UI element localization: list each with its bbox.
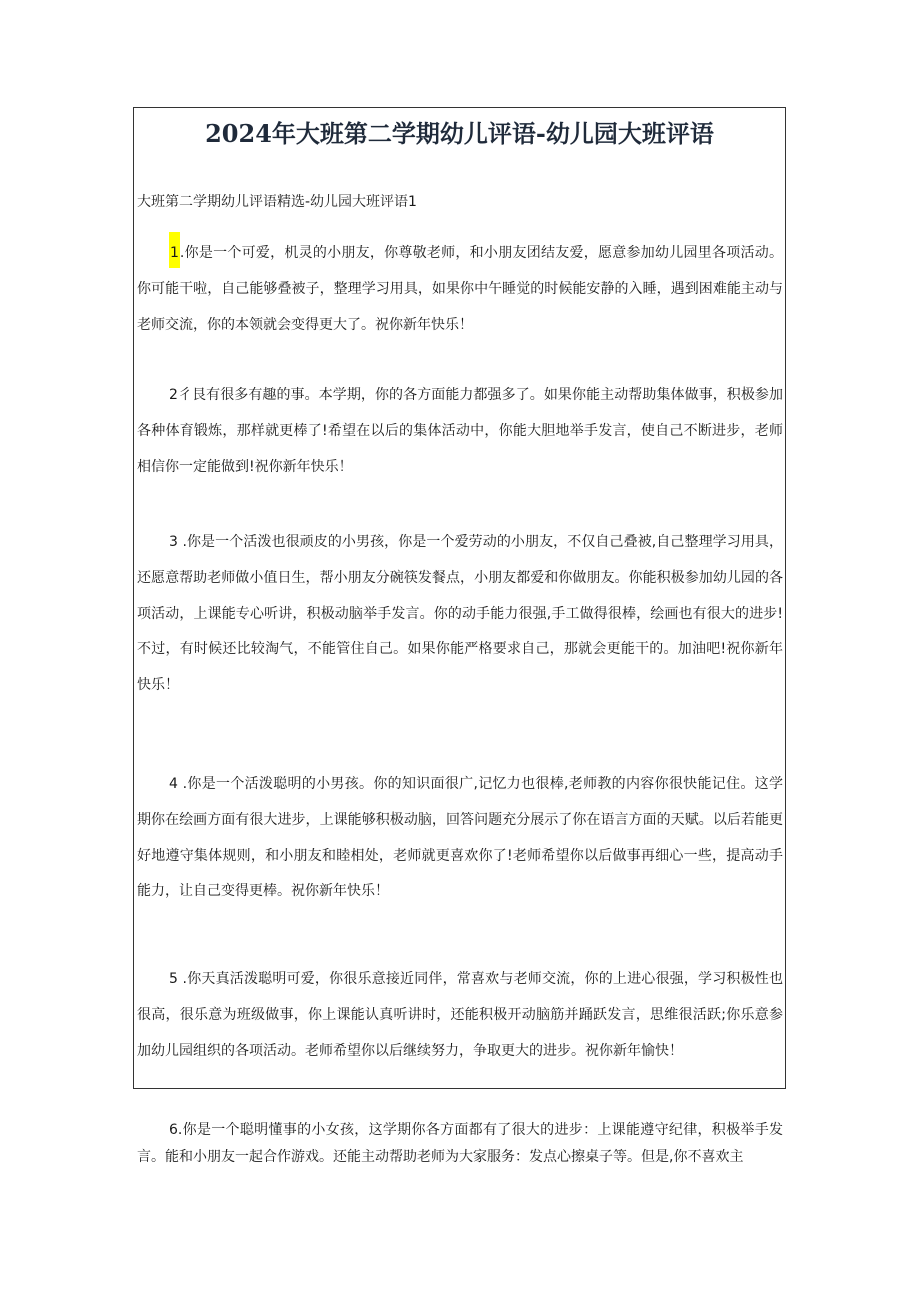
paragraph-3: 3 .你是一个活泼也很顽皮的小男孩，你是一个爱劳动的小朋友，不仅自己叠被,自己整理学习用具，还愿意帮助老师做小值日生，帮小朋友分碗筷发餐点，小朋友都爱和你做朋友。你能积极参加幼儿园的各项活动，上课能专心听讲，积极动脑举手发言。你的动手能力很强,手工做得很棒，绘画也有很大的进步!不过，有时候还比较淘气，不能管住自己。如果你能严格要求自己，那就会更能干的。加油吧!祝你新年快乐！ xyxy=(137,534,783,694)
paragraph-1 xyxy=(137,232,783,343)
paragraph-6: 6.你是一个聪明懂事的小女孩，这学期你各方面都有了很大的进步：上课能遵守纪律，积极举手发言。能和小朋友一起合作游戏。还能主动帮助老师为大家服务：发点心擦桌子等。但是,你不喜欢主 xyxy=(137,1122,783,1165)
highlight-marker: 1 xyxy=(169,232,180,268)
paragraph-5: 5 .你天真活泼聪明可爱，你很乐意接近同伴，常喜欢与老师交流，你的上进心很强，学习积极性也很高，很乐意为班级做事，你上课能认真听讲时，还能积极开动脑筋并踊跃发言，思维很活跃;你乐意参加幼儿园组织的各项活动。老师希望你以后继续努力，争取更大的进步。祝你新年愉快！ xyxy=(137,971,783,1059)
paragraph-4: 4 .你是一个活泼聪明的小男孩。你的知识面很广,记忆力也很棒,老师教的内容你很快能记住。这学期你在绘画方面有很大进步，上课能够积极动脑，回答问题充分展示了你在语言方面的天赋。以后若能更好地遵守集体规则，和小朋友和睦相处，老师就更喜欢你了!老师希望你以后做事再细心一些，提高动手能力，让自己变得更棒。祝你新年快乐！ xyxy=(137,776,783,900)
paragraph-2: 2彳艮有很多有趣的事。本学期，你的各方面能力都强多了。如果你能主动帮助集体做事，积极参加各种体育锻炼，那样就更棒了!希望在以后的集体活动中，你能大胆地举手发言，使自己不断进步，老师相信你一定能做到!祝你新年快乐！ xyxy=(137,387,783,475)
document-title: 2024年大班第二学期幼儿评语-幼儿园大班评语 xyxy=(205,119,714,148)
document-subtitle: 大班第二学期幼儿评语精选-幼儿园大班评语1 xyxy=(137,194,417,210)
paragraph-1-text: .你是一个可爱，机灵的小朋友，你尊敬老师，和小朋友团结友爱，愿意参加幼儿园里各项活动。你可能干啦，自己能够叠被子，整理学习用具，如果你中午睡觉的时候能安静的入睡，遇到困难能主动与老师交流，你的本领就会变得更大了。祝你新年快乐！ xyxy=(137,245,783,333)
